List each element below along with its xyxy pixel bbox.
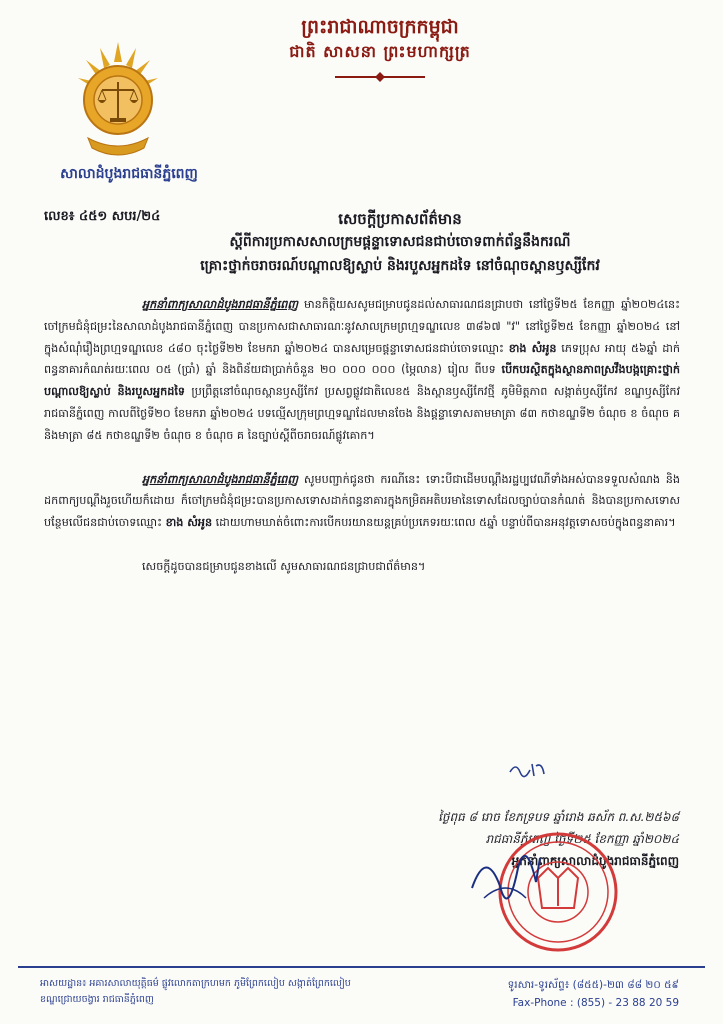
announcement-body [44,294,680,600]
kingdom-header [250,14,510,82]
footer-divider [18,966,705,968]
phone-khmer: ទូរសារ-ទូរស័ព្ទ៖ (៨៥៥)-២៣ ៨៨ ២០ ៥៩ [507,979,679,991]
charge-text: បើកបរស្ថិតក្នុងស្ថានភាពស្រវឹងបង្កគ្រោះថ្នាក់បណ្តាលឱ្យស្លាប់ និងរបួសអ្នកដទៃ [44,363,680,399]
court-emblem-icon [70,38,166,164]
national-motto: ជាតិ សាសនា ព្រះមហាក្សត្រ [289,42,471,61]
initials-mark-icon [508,760,548,780]
footer-contact [469,976,679,1012]
court-name: សាលាដំបូងរាជធានីភ្នំពេញ [60,166,198,182]
place-date: រាជធានីភ្នំពេញ ថ្ងៃទី២៥ ខែកញ្ញា ឆ្នាំ២០២៤ [485,832,679,846]
paragraph-1 [44,294,680,447]
address-line-2: ខណ្ឌជ្រោយចង្វារ រាជធានីភ្នំពេញ [40,994,154,1005]
paragraph-1-text-b: ភេទប្រុស អាយុ ៥៦ឆ្នាំ ដាក់ពន្ធនាគារកំណត់រយៈពេល ០៥ (ប្រាំ) ឆ្នាំ និងពិន័យជាប្រាក់ចំនួន ២០ ០០០ ០០០ (ម្ភៃលាន) រៀល ពីបទ [44,341,680,377]
defendant-name: ខាង សំអូន [508,341,557,355]
lunar-date: ថ្ងៃពុធ ៨ រោច ខែភទ្របទ ឆ្នាំរោង ឆស័ក ព.ស.២៥៦៨ [438,810,679,824]
paragraph-2 [44,469,680,534]
kingdom-title: ព្រះរាជាណាចក្រកម្ពុជា [301,16,459,38]
announcement-title [140,208,660,278]
title-line-3: គ្រោះថ្នាក់ចរាចរណ៍បណ្តាលឱ្យស្លាប់ និងរបួសអ្នកដទៃ នៅចំណុចស្ពានឫស្សីកែវ [200,258,600,274]
paragraph-3: សេចក្តីដូចបានជម្រាបជូនខាងលើ សូមសាធារណជនជ្រាបជាព័ត៌មាន។ [142,559,426,573]
spokesperson-lead: អ្នកនាំពាក្យសាលាដំបូងរាជធានីភ្នំពេញ [142,298,299,311]
paragraph-1-text-a: មានកិត្តិយសសូមជម្រាបជូនដល់សាធារណជនជ្រាបថា នៅថ្ងៃទី២៥ ខែកញ្ញា ឆ្នាំ២០២៤នេះ ចៅក្រមជំនុំជម្រះនៃសាលាដំបូងរាជធានីភ្នំពេញ បានប្រកាសជាសាធារណៈនូវសាលក្រមព្រហ្មទណ្ឌលេខ ៣៨៦៧ "វ" នៅថ្ងៃទី២៥ ខែកញ្ញា ឆ្នាំ២០២៤ នៅក្នុងសំណុំរឿងព្រហ្មទណ្ឌលេខ ៤៨០ ចុះថ្ងៃទី២២ ខែមករា ឆ្នាំ២០២៤ បានសម្រេចផ្តន្ទាទោសជនជាប់ចោទឈ្មោះ [44,298,680,355]
title-line-1: សេចក្តីប្រកាសព័ត៌មាន [338,210,462,228]
footer-address [40,976,400,1008]
title-line-2: ស្តីពីការប្រកាសសាលក្រមផ្តន្ទាទោសជនជាប់ចោទពាក់ព័ន្ធនឹងករណី [229,234,571,250]
paragraph-1-text-c: ប្រព្រឹត្តនៅចំណុចស្ពានឫស្សីកែវ ប្រសព្វផ្លូវជាតិលេខ៥ និងស្ពានឫស្សីកែវថ្មី ភូមិមិត្តភាព សង្កាត់ឫស្សីកែវ ខណ្ឌឫស្សីកែវ រាជធានីភ្នំពេញ កាលពីថ្ងៃទី២០ ខែមករា ឆ្នាំ២០២៤ បទល្មើសក្រុមព្រហ្មទណ្ឌដែលមានចែង និងផ្តន្ទាទោសតាមមាត្រា ៨៣ កថាខណ្ឌទី២ ចំណុច ខ ចំណុច គ និងមាត្រា ៨៥ កថាខណ្ឌទី២ ចំណុច ខ ចំណុច គ នៃច្បាប់ស្តីពីចរាចរណ៍ផ្លូវគោក។ [44,385,680,442]
spokesperson-lead: អ្នកនាំពាក្យសាលាដំបូងរាជធានីភ្នំពេញ [142,472,299,486]
signatory-role: អ្នកនាំពាក្យសាលាដំបូងរាជធានីភ្នំពេញ [511,854,679,868]
paragraph-2-text-a: សូមបញ្ជាក់ជូនថា ករណីនេះ ទោះបីជាដើមបណ្តឹងរដ្ឋប្បវេណីទាំងអស់បានទទួលសំណង និងដកពាក្យបណ្តឹងរួចហើយក៏ដោយ ក៏ចៅក្រមជំនុំជម្រះបានប្រកាសទោសដាក់ពន្ធនាគារក្នុងកម្រិតអតិបរមានៃទោសដែលច្បាប់បានកំណត់ និងបានប្រកាសទោសបន្ថែមលើជនជាប់ចោទឈ្មោះ [44,472,680,530]
reference-number: លេខ៖ ៤៥១ សបរ/២៤ [44,209,161,224]
defendant-name: ខាង សំអូន [165,516,213,530]
phone-english: Fax-Phone : (855) - 23 88 20 59 [512,997,679,1009]
header-ornament [335,72,425,82]
paragraph-2-text-b: ដោយហាមឃាត់ចំពោះការបើកបរយានយន្តគ្រប់ប្រភេទរយៈពេល ៥ឆ្នាំ បន្ទាប់ពីបានអនុវត្តទោសចប់ក្នុងពន្ធនាគារ។ [212,516,676,530]
address-line-1: អាសយដ្ឋាន៖ អគារសាលាយុត្តិធម៌ ផ្លូវលោកតាក្រហមក ភូមិព្រែកលៀប សង្កាត់ព្រែកលៀប [40,978,351,989]
official-seal-icon [466,828,636,956]
